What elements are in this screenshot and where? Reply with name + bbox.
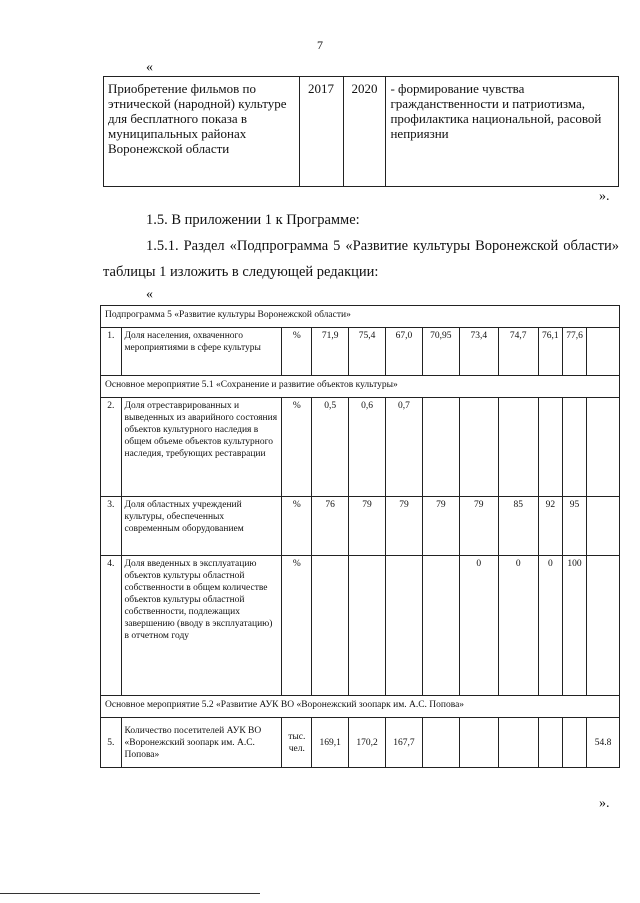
section-1-5: 1.5. В приложении 1 к Программе: xyxy=(146,212,360,228)
value-cell xyxy=(422,556,459,696)
value-cell xyxy=(312,556,349,696)
value-cell: 71,9 xyxy=(312,328,349,376)
table-row xyxy=(101,497,620,556)
value-cell: 100 xyxy=(562,556,586,696)
footer-divider xyxy=(0,893,260,894)
films-year-end: 2020 xyxy=(343,77,386,187)
value-cell xyxy=(587,497,620,556)
row-number: 3. xyxy=(101,497,122,556)
value-cell xyxy=(562,718,586,768)
value-cell: 95 xyxy=(562,497,586,556)
value-cell xyxy=(422,718,459,768)
value-cell: 0 xyxy=(498,556,538,696)
value-cell: 79 xyxy=(422,497,459,556)
open-quote-2: « xyxy=(146,287,153,302)
value-cell: 0,7 xyxy=(385,398,422,497)
value-cell: 67,0 xyxy=(385,328,422,376)
value-cell: 77,6 xyxy=(562,328,586,376)
main-activity-5-1: Основное мероприятие 5.1 «Сохранение и развитие объектов культуры» xyxy=(101,376,620,398)
value-cell xyxy=(498,398,538,497)
value-cell xyxy=(538,398,562,497)
value-cell xyxy=(385,556,422,696)
value-cell: 75,4 xyxy=(349,328,386,376)
value-cell: 76,1 xyxy=(538,328,562,376)
value-cell: 73,4 xyxy=(459,328,498,376)
row-number: 2. xyxy=(101,398,122,497)
value-cell: 70,95 xyxy=(422,328,459,376)
value-cell xyxy=(562,398,586,497)
value-cell xyxy=(349,556,386,696)
row-number: 1. xyxy=(101,328,122,376)
close-quote-1: ». xyxy=(599,189,610,204)
page-number: 7 xyxy=(317,38,323,52)
unit: % xyxy=(282,398,312,497)
unit: % xyxy=(282,328,312,376)
table-row xyxy=(101,718,620,768)
subprogram-5-table xyxy=(100,305,620,768)
value-cell: 79 xyxy=(349,497,386,556)
films-title-cell: Приобретение фильмов по этнической (народной) культуре для бесплатного показа в муниципальных районах Воронежской области xyxy=(104,77,300,187)
value-cell: 76 xyxy=(312,497,349,556)
table-row xyxy=(101,398,620,497)
table-row xyxy=(101,328,620,376)
unit: % xyxy=(282,556,312,696)
value-cell xyxy=(459,398,498,497)
films-year-start: 2017 xyxy=(299,77,343,187)
value-cell: 167,7 xyxy=(385,718,422,768)
value-cell xyxy=(538,718,562,768)
row-number: 4. xyxy=(101,556,122,696)
value-cell xyxy=(459,718,498,768)
indicator-name: Доля населения, охваченного мероприятиями в сфере культуры xyxy=(121,328,282,376)
value-cell: 0 xyxy=(538,556,562,696)
value-cell: 54.8 xyxy=(587,718,620,768)
unit: тыс. чел. xyxy=(282,718,312,768)
value-cell: 0,6 xyxy=(349,398,386,497)
indicator-name: Доля отреставрированных и выведенных из аварийного состояния объектов культурного наследия в общем объеме объектов культурного наследия, требующих реставрации xyxy=(121,398,282,497)
indicator-name: Доля введенных в эксплуатацию объектов культуры областной собственности в общем количестве объектов культуры областной собственности, подлежащих завершению (вводу в эксплуатацию) в отчетном году xyxy=(121,556,282,696)
value-cell xyxy=(422,398,459,497)
open-quote-1: « xyxy=(146,60,153,75)
films-description: - формирование чувства гражданственности и патриотизма, профилактика национальной, расовой неприязни xyxy=(386,77,619,187)
value-cell: 79 xyxy=(459,497,498,556)
main-activity-5-2: Основное мероприятие 5.2 «Развитие АУК ВО «Воронежский зоопарк им. А.С. Попова» xyxy=(101,696,620,718)
value-cell: 92 xyxy=(538,497,562,556)
row-number: 5. xyxy=(101,718,122,768)
close-quote-2: ». xyxy=(599,796,610,811)
section-1-5-1: 1.5.1. Раздел «Подпрограмма 5 «Развитие культуры Воронежской области» таблицы 1 изложить в следующей редакции: xyxy=(103,238,619,280)
indicator-name: Доля областных учреждений культуры, обеспеченных современным оборудованием xyxy=(121,497,282,556)
unit: % xyxy=(282,497,312,556)
value-cell xyxy=(587,556,620,696)
value-cell xyxy=(498,718,538,768)
value-cell: 0,5 xyxy=(312,398,349,497)
subprogram-5-header: Подпрограмма 5 «Развитие культуры Воронежской области» xyxy=(101,306,620,328)
value-cell: 170,2 xyxy=(349,718,386,768)
value-cell: 0 xyxy=(459,556,498,696)
value-cell: 85 xyxy=(498,497,538,556)
films-table xyxy=(103,76,619,187)
table-row xyxy=(101,556,620,696)
value-cell: 169,1 xyxy=(312,718,349,768)
value-cell: 74,7 xyxy=(498,328,538,376)
value-cell: 79 xyxy=(385,497,422,556)
indicator-name: Количество посетителей АУК ВО «Воронежский зоопарк им. А.С. Попова» xyxy=(121,718,282,768)
value-cell xyxy=(587,328,620,376)
value-cell xyxy=(587,398,620,497)
